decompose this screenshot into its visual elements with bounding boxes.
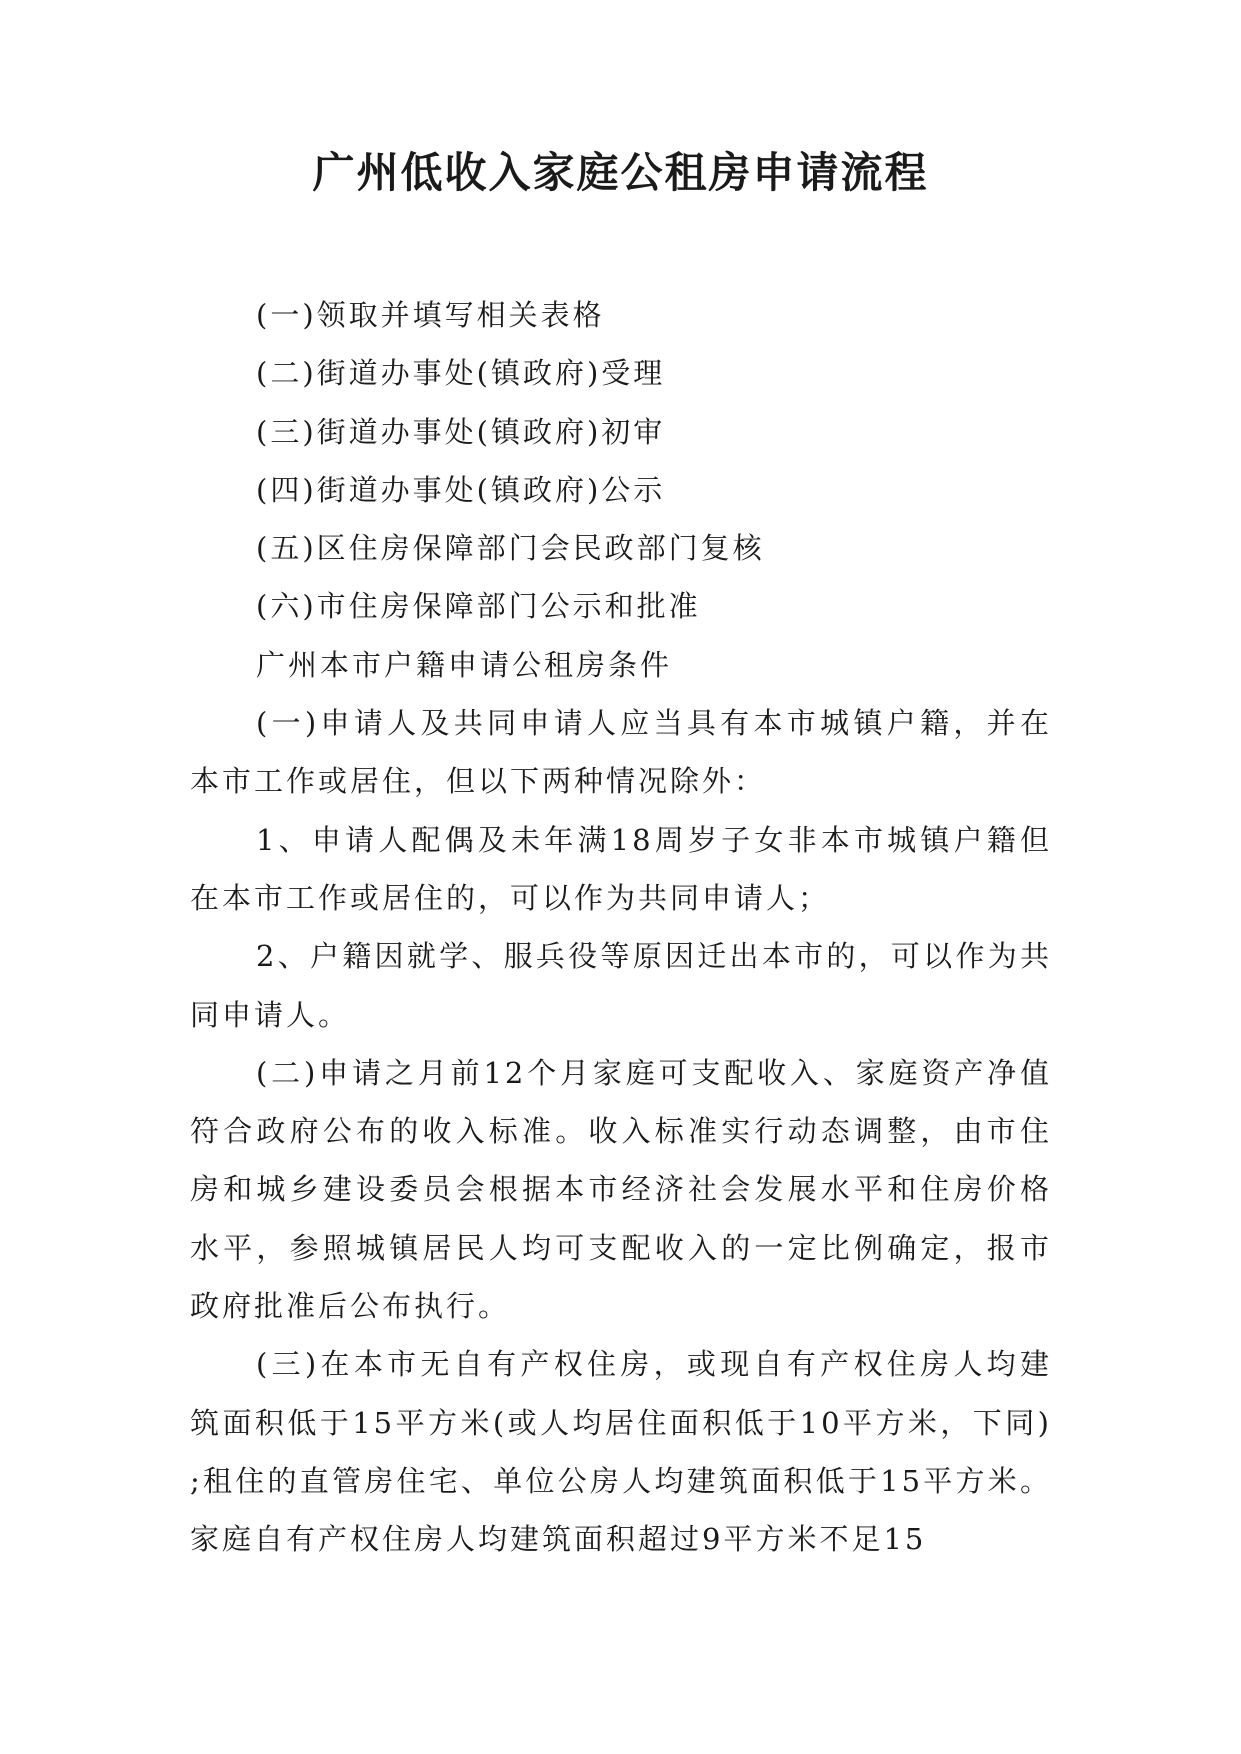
condition-1-exception-1: 1、申请人配偶及未年满18周岁子女非本市城镇户籍但在本市工作或居住的，可以作为共同申请人； [190, 822, 1052, 915]
conditions-heading: 广州本市户籍申请公租房条件 [256, 647, 673, 682]
condition-1: (一)申请人及共同申请人应当具有本市城镇户籍，并在本市工作或居住，但以下两种情况除外： [190, 706, 1052, 799]
step-4: (四)街道办事处(镇政府)公示 [256, 472, 666, 507]
step-1: (一)领取并填写相关表格 [256, 298, 605, 332]
document-title: 广州低收入家庭公租房申请流程 [312, 148, 929, 197]
step-3: (三)街道办事处(镇政府)初审 [256, 414, 666, 449]
step-6: (六)市住房保障部门公示和批准 [256, 589, 701, 624]
step-2: (二)街道办事处(镇政府)受理 [256, 356, 666, 391]
document-body [190, 286, 1052, 1569]
condition-2: (二)申请之月前12个月家庭可支配收入、家庭资产净值符合政府公布的收入标准。收入标准实行动态调整，由市住房和城乡建设委员会根据本市经济社会发展水平和住房价格水平，参照城镇居民人均可支配收入的一定比例确定，报市政府批准后公布执行。 [190, 1055, 1052, 1324]
step-5: (五)区住房保障部门会民政部门复核 [256, 531, 765, 566]
condition-3: (三)在本市无自有产权住房，或现自有产权住房人均建筑面积低于15平方米(或人均居住面积低于10平方米，下同);租住的直管房住宅、单位公房人均建筑面积低于15平方米。家庭自有产权住房人均建筑面积超过9平方米不足15 [190, 1347, 1052, 1557]
condition-1-exception-2: 2、户籍因就学、服兵役等原因迁出本市的，可以作为共同申请人。 [190, 939, 1052, 1032]
